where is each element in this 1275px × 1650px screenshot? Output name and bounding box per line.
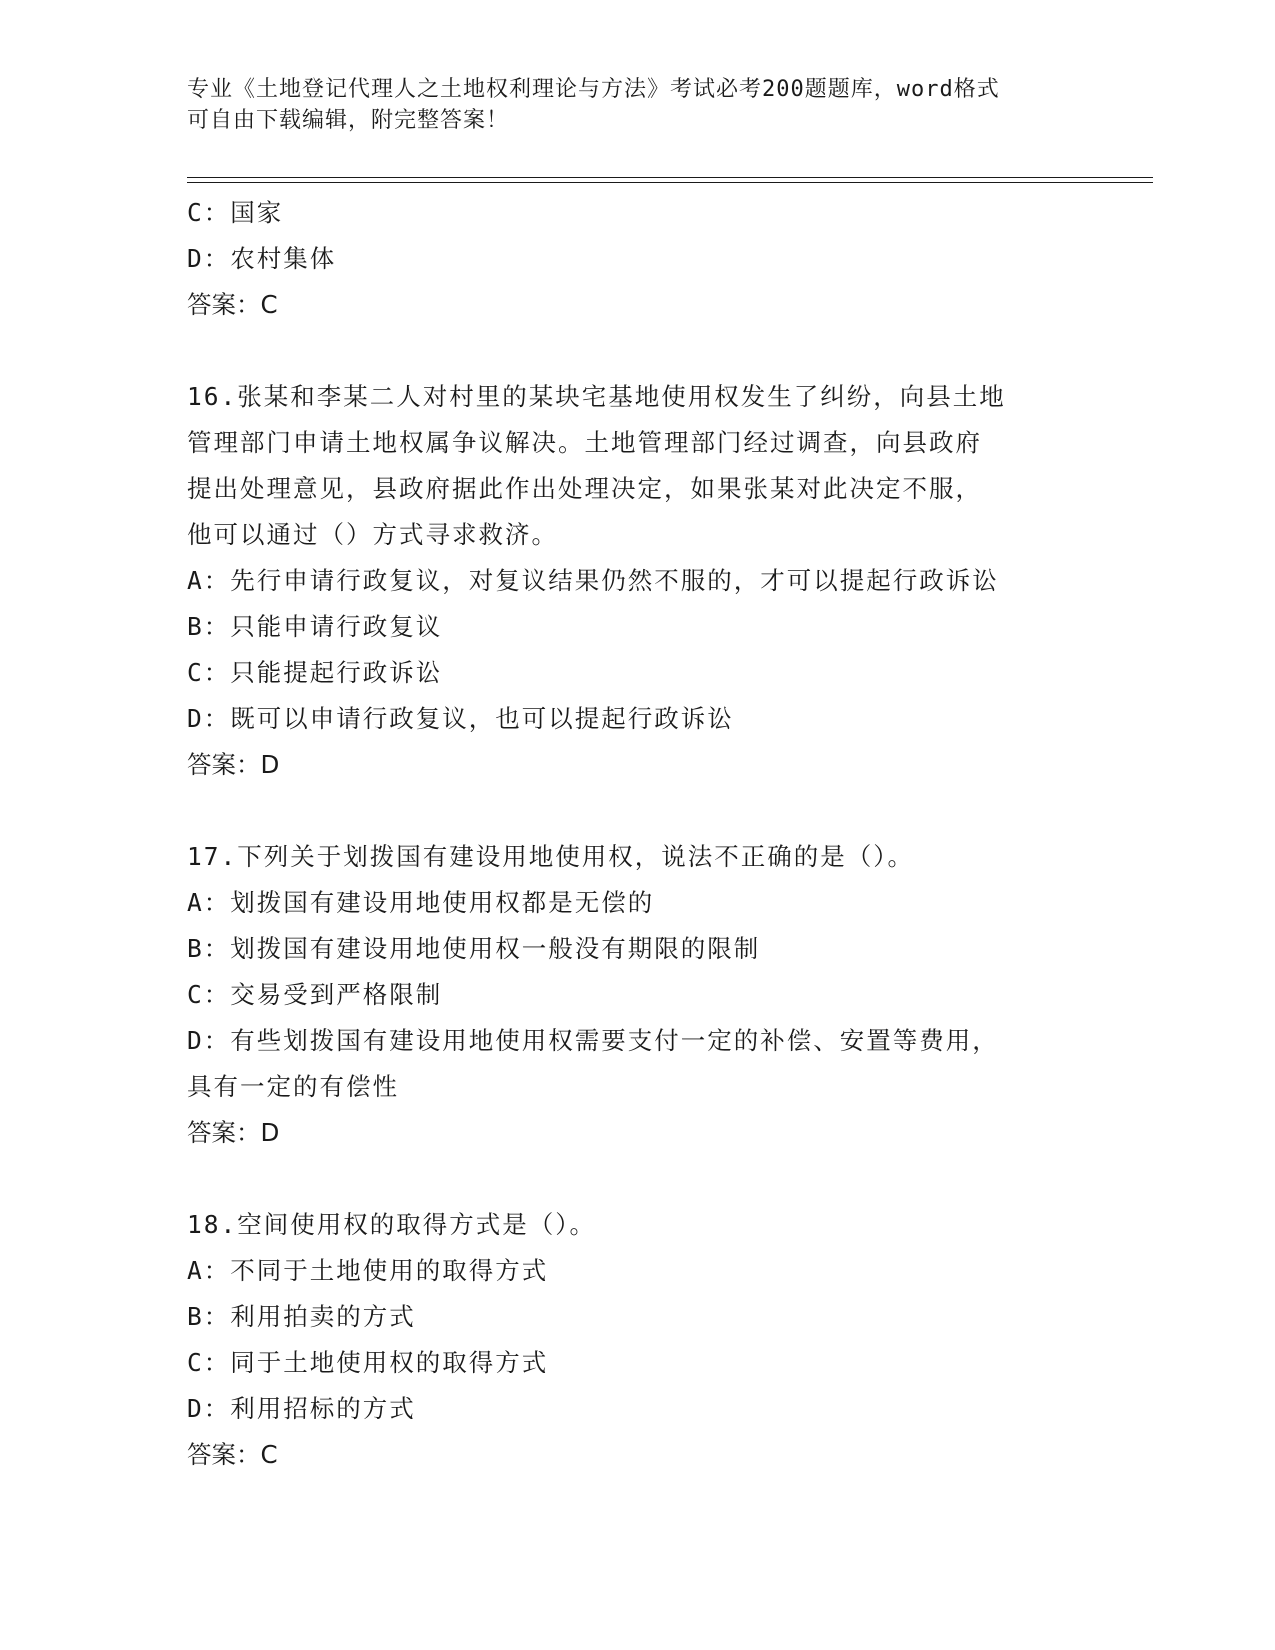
- header-title-line-1: 专业《土地登记代理人之土地权利理论与方法》考试必考200题题库，word格式: [187, 77, 1000, 102]
- option-c: C：交易受到严格限制: [187, 980, 443, 1009]
- answer-line: 答案：D: [187, 1118, 280, 1147]
- spacer: [187, 788, 1147, 834]
- option-a: A：划拨国有建设用地使用权都是无偿的: [187, 888, 655, 917]
- option-d: D：有些划拨国有建设用地使用权需要支付一定的补偿、安置等费用，: [187, 1026, 999, 1055]
- header-title-line-2: 可自由下载编辑，附完整答案！: [187, 108, 510, 133]
- answer-line: 答案：C: [187, 290, 278, 319]
- answer-line: 答案：C: [187, 1440, 278, 1469]
- option-d-continued: 具有一定的有偿性: [187, 1072, 399, 1101]
- option-d: D：利用招标的方式: [187, 1394, 416, 1423]
- option-c: C：国家: [187, 198, 284, 227]
- question-15-tail: [187, 190, 1147, 328]
- question-stem-line: 18.空间使用权的取得方式是（）。: [187, 1210, 596, 1239]
- answer-line: 答案：D: [187, 750, 280, 779]
- option-b: B：利用拍卖的方式: [187, 1302, 416, 1331]
- option-b: B：划拨国有建设用地使用权一般没有期限的限制: [187, 934, 761, 963]
- option-c: C：只能提起行政诉讼: [187, 658, 443, 687]
- option-b: B：只能申请行政复议: [187, 612, 443, 641]
- option-c: C：同于土地使用权的取得方式: [187, 1348, 549, 1377]
- question-stem-line: 提出处理意见，县政府据此作出处理决定，如果张某对此决定不服，: [187, 474, 982, 503]
- option-d: D：农村集体: [187, 244, 337, 273]
- header-divider-top: [187, 177, 1153, 178]
- question-stem-line: 17.下列关于划拨国有建设用地使用权，说法不正确的是（）。: [187, 842, 914, 871]
- spacer: [187, 328, 1147, 374]
- question-stem-line: 16.张某和李某二人对村里的某块宅基地使用权发生了纠纷，向县土地: [187, 382, 1006, 411]
- question-stem-line: 他可以通过（）方式寻求救济。: [187, 520, 558, 549]
- question-list: [187, 190, 1147, 1478]
- option-a: A：不同于土地使用的取得方式: [187, 1256, 549, 1285]
- option-a: A：先行申请行政复议，对复议结果仍然不服的，才可以提起行政诉讼: [187, 566, 999, 595]
- header-divider-bottom: [187, 182, 1153, 183]
- question-16: [187, 374, 1147, 788]
- question-stem-line: 管理部门申请土地权属争议解决。土地管理部门经过调查，向县政府: [187, 428, 982, 457]
- document-header: [187, 74, 1087, 136]
- question-17: [187, 834, 1147, 1156]
- question-18: [187, 1202, 1147, 1478]
- option-d: D：既可以申请行政复议，也可以提起行政诉讼: [187, 704, 734, 733]
- spacer: [187, 1156, 1147, 1202]
